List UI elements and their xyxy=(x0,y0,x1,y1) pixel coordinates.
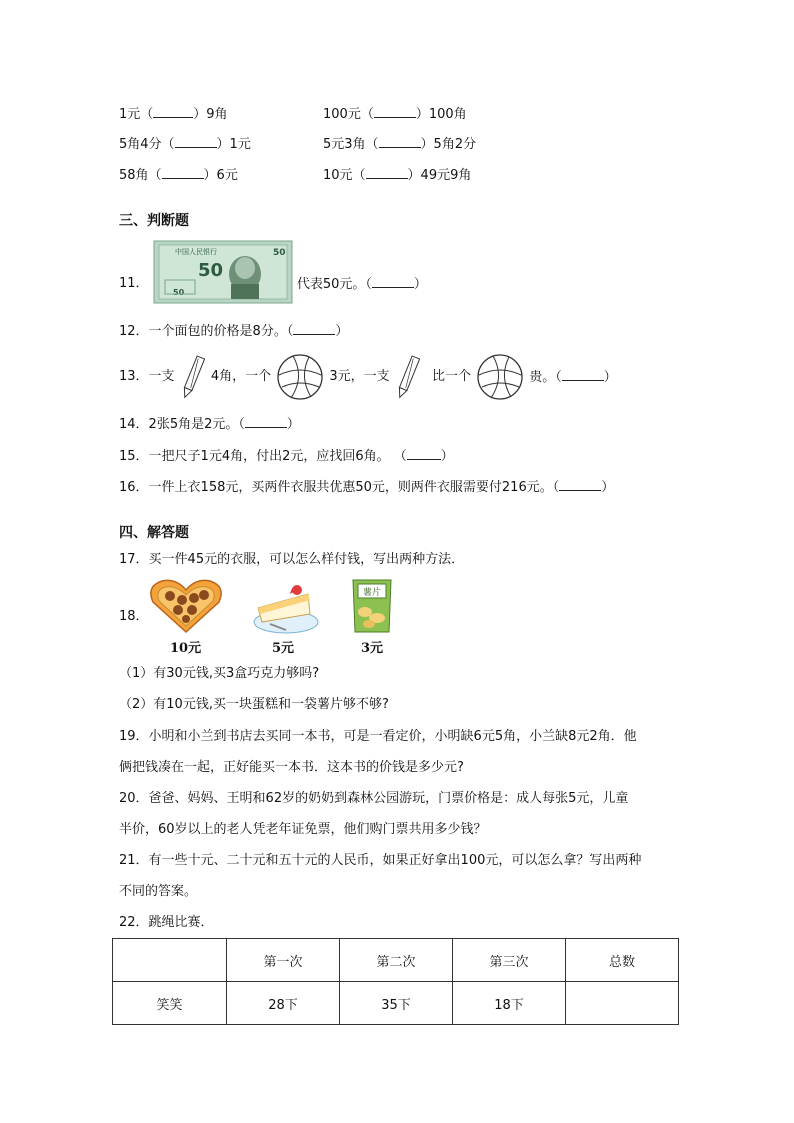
section-title-judgement: 三、判断题 xyxy=(119,213,189,229)
text: ）1元 xyxy=(216,137,251,152)
chips-price: 3元 xyxy=(361,641,384,656)
text: ） xyxy=(335,324,349,339)
table-cell: 35下 xyxy=(340,982,453,1025)
text: ）9角 xyxy=(193,107,228,122)
basketball-icon xyxy=(475,353,525,401)
compare-row-2-left xyxy=(119,134,251,154)
chocolate-box-icon xyxy=(148,578,224,634)
table-cell: 第二次 xyxy=(340,939,453,982)
text: 代表50元。（ xyxy=(296,277,372,292)
q11-text xyxy=(297,274,427,294)
text: 13．一支 xyxy=(119,369,175,384)
question-13 xyxy=(119,352,617,402)
question-19-line1: 19．小明和小兰到书店去买同一本书，可是一看定价，小明缺6元5角，小兰缺8元2角．他 xyxy=(119,729,637,744)
compare-row-3-left xyxy=(119,165,238,185)
answer-blank[interactable] xyxy=(379,134,421,148)
table-cell: 总数 xyxy=(566,939,679,982)
chips-bag-icon xyxy=(349,576,395,636)
answer-blank[interactable] xyxy=(374,104,416,118)
question-20-line1: 20．爸爸、妈妈、王明和62岁的奶奶到森林公园游玩，门票价格是：成人每张5元，儿童 xyxy=(119,791,629,806)
text: ）49元9角 xyxy=(407,168,472,183)
section-title-answer: 四、解答题 xyxy=(119,525,189,541)
answer-blank[interactable] xyxy=(175,134,217,148)
question-21-line2: 不同的答案。 xyxy=(119,884,198,899)
question-19-line2: 俩把钱凑在一起，正好能买一本书．这本书的价钱是多少元? xyxy=(119,760,464,775)
cake-icon xyxy=(250,578,320,636)
answer-blank[interactable] xyxy=(559,477,601,491)
text: 100元（ xyxy=(323,107,374,122)
compare-row-2-right xyxy=(323,134,476,154)
text: ）6元 xyxy=(203,168,238,183)
text: ） xyxy=(603,370,617,385)
basketball-icon xyxy=(275,353,325,401)
answer-blank[interactable] xyxy=(407,446,441,460)
text: 3元，一支 xyxy=(329,369,390,384)
q18-number: 18． xyxy=(119,609,149,624)
text: ）5角2分 xyxy=(420,137,477,152)
text: 5角4分（ xyxy=(119,137,175,152)
answer-blank[interactable] xyxy=(153,104,193,118)
text: 贵。（ xyxy=(529,370,562,385)
table-cell: 笑笑 xyxy=(113,982,227,1025)
text: 12．一个面包的价格是8分。（ xyxy=(119,324,294,339)
pencil-icon xyxy=(179,352,207,402)
table-cell-total[interactable] xyxy=(566,982,679,1025)
text: 4角，一个 xyxy=(210,369,272,384)
question-20-line2: 半价，60岁以上的老人凭老年证免票，他们购门票共用多少钱？ xyxy=(119,822,487,837)
table-cell: 28下 xyxy=(227,982,340,1025)
answer-blank[interactable] xyxy=(366,165,408,179)
cake-price: 5元 xyxy=(272,641,295,656)
question-17: 17．买一件45元的衣服，可以怎么样付钱，写出两种方法． xyxy=(119,552,465,567)
text: 5元3角（ xyxy=(323,137,379,152)
question-12 xyxy=(119,321,348,341)
question-21-line1: 21．有一些十元、二十元和五十元的人民币，如果正好拿出100元，可以怎么拿？写出两种 xyxy=(119,853,642,868)
text: 15．一把尺子1元4角，付出2元，应找回6角。 （ xyxy=(119,449,407,464)
answer-blank[interactable] xyxy=(562,367,604,381)
compare-row-1-right xyxy=(323,104,467,124)
jump-rope-table xyxy=(112,938,679,1025)
question-11 xyxy=(119,240,427,306)
text: 58角（ xyxy=(119,168,162,183)
text: ） xyxy=(286,417,300,432)
chips-label: 薯片 xyxy=(362,588,382,598)
question-15 xyxy=(119,446,454,466)
question-18-sub1: （1）有30元钱,买3盒巧克力够吗? xyxy=(119,666,320,681)
table-cell xyxy=(113,939,227,982)
question-14 xyxy=(119,414,300,434)
answer-blank[interactable] xyxy=(372,274,414,288)
svg-text:中国人民银行: 中国人民银行 xyxy=(174,248,217,256)
q11-number: 11． xyxy=(119,276,149,291)
text: 10元（ xyxy=(323,168,366,183)
text: ）100角 xyxy=(415,107,467,122)
table-header-row xyxy=(113,939,679,982)
answer-blank[interactable] xyxy=(245,414,287,428)
answer-blank[interactable] xyxy=(162,165,204,179)
banknote-value: 50 xyxy=(272,248,286,258)
text: ） xyxy=(440,449,454,464)
banknote-50-icon xyxy=(153,240,293,304)
text: ） xyxy=(413,277,427,292)
text: 比一个 xyxy=(431,369,471,384)
question-18-sub2: （2）有10元钱,买一块蛋糕和一袋薯片够不够? xyxy=(119,697,389,712)
compare-row-1-left xyxy=(119,104,228,124)
table-cell: 第三次 xyxy=(453,939,566,982)
table-cell: 第一次 xyxy=(227,939,340,982)
q13-tail xyxy=(529,367,617,387)
banknote-value: 50 xyxy=(172,288,184,297)
question-16 xyxy=(119,477,614,497)
text: 1元（ xyxy=(119,107,154,122)
text: 14．2张5角是2元。（ xyxy=(119,417,245,432)
compare-row-3-right xyxy=(323,165,471,185)
text: 16．一件上衣158元，买两件衣服共优惠50元，则两件衣服需要付216元。（ xyxy=(119,480,560,495)
pencil-icon xyxy=(394,352,422,402)
table-row xyxy=(113,982,679,1025)
question-22: 22．跳绳比赛． xyxy=(119,915,214,930)
chocolate-price: 10元 xyxy=(170,641,202,656)
banknote-value: 50 xyxy=(197,260,223,281)
text: ） xyxy=(601,480,615,495)
answer-blank[interactable] xyxy=(293,321,335,335)
table-cell: 18下 xyxy=(453,982,566,1025)
